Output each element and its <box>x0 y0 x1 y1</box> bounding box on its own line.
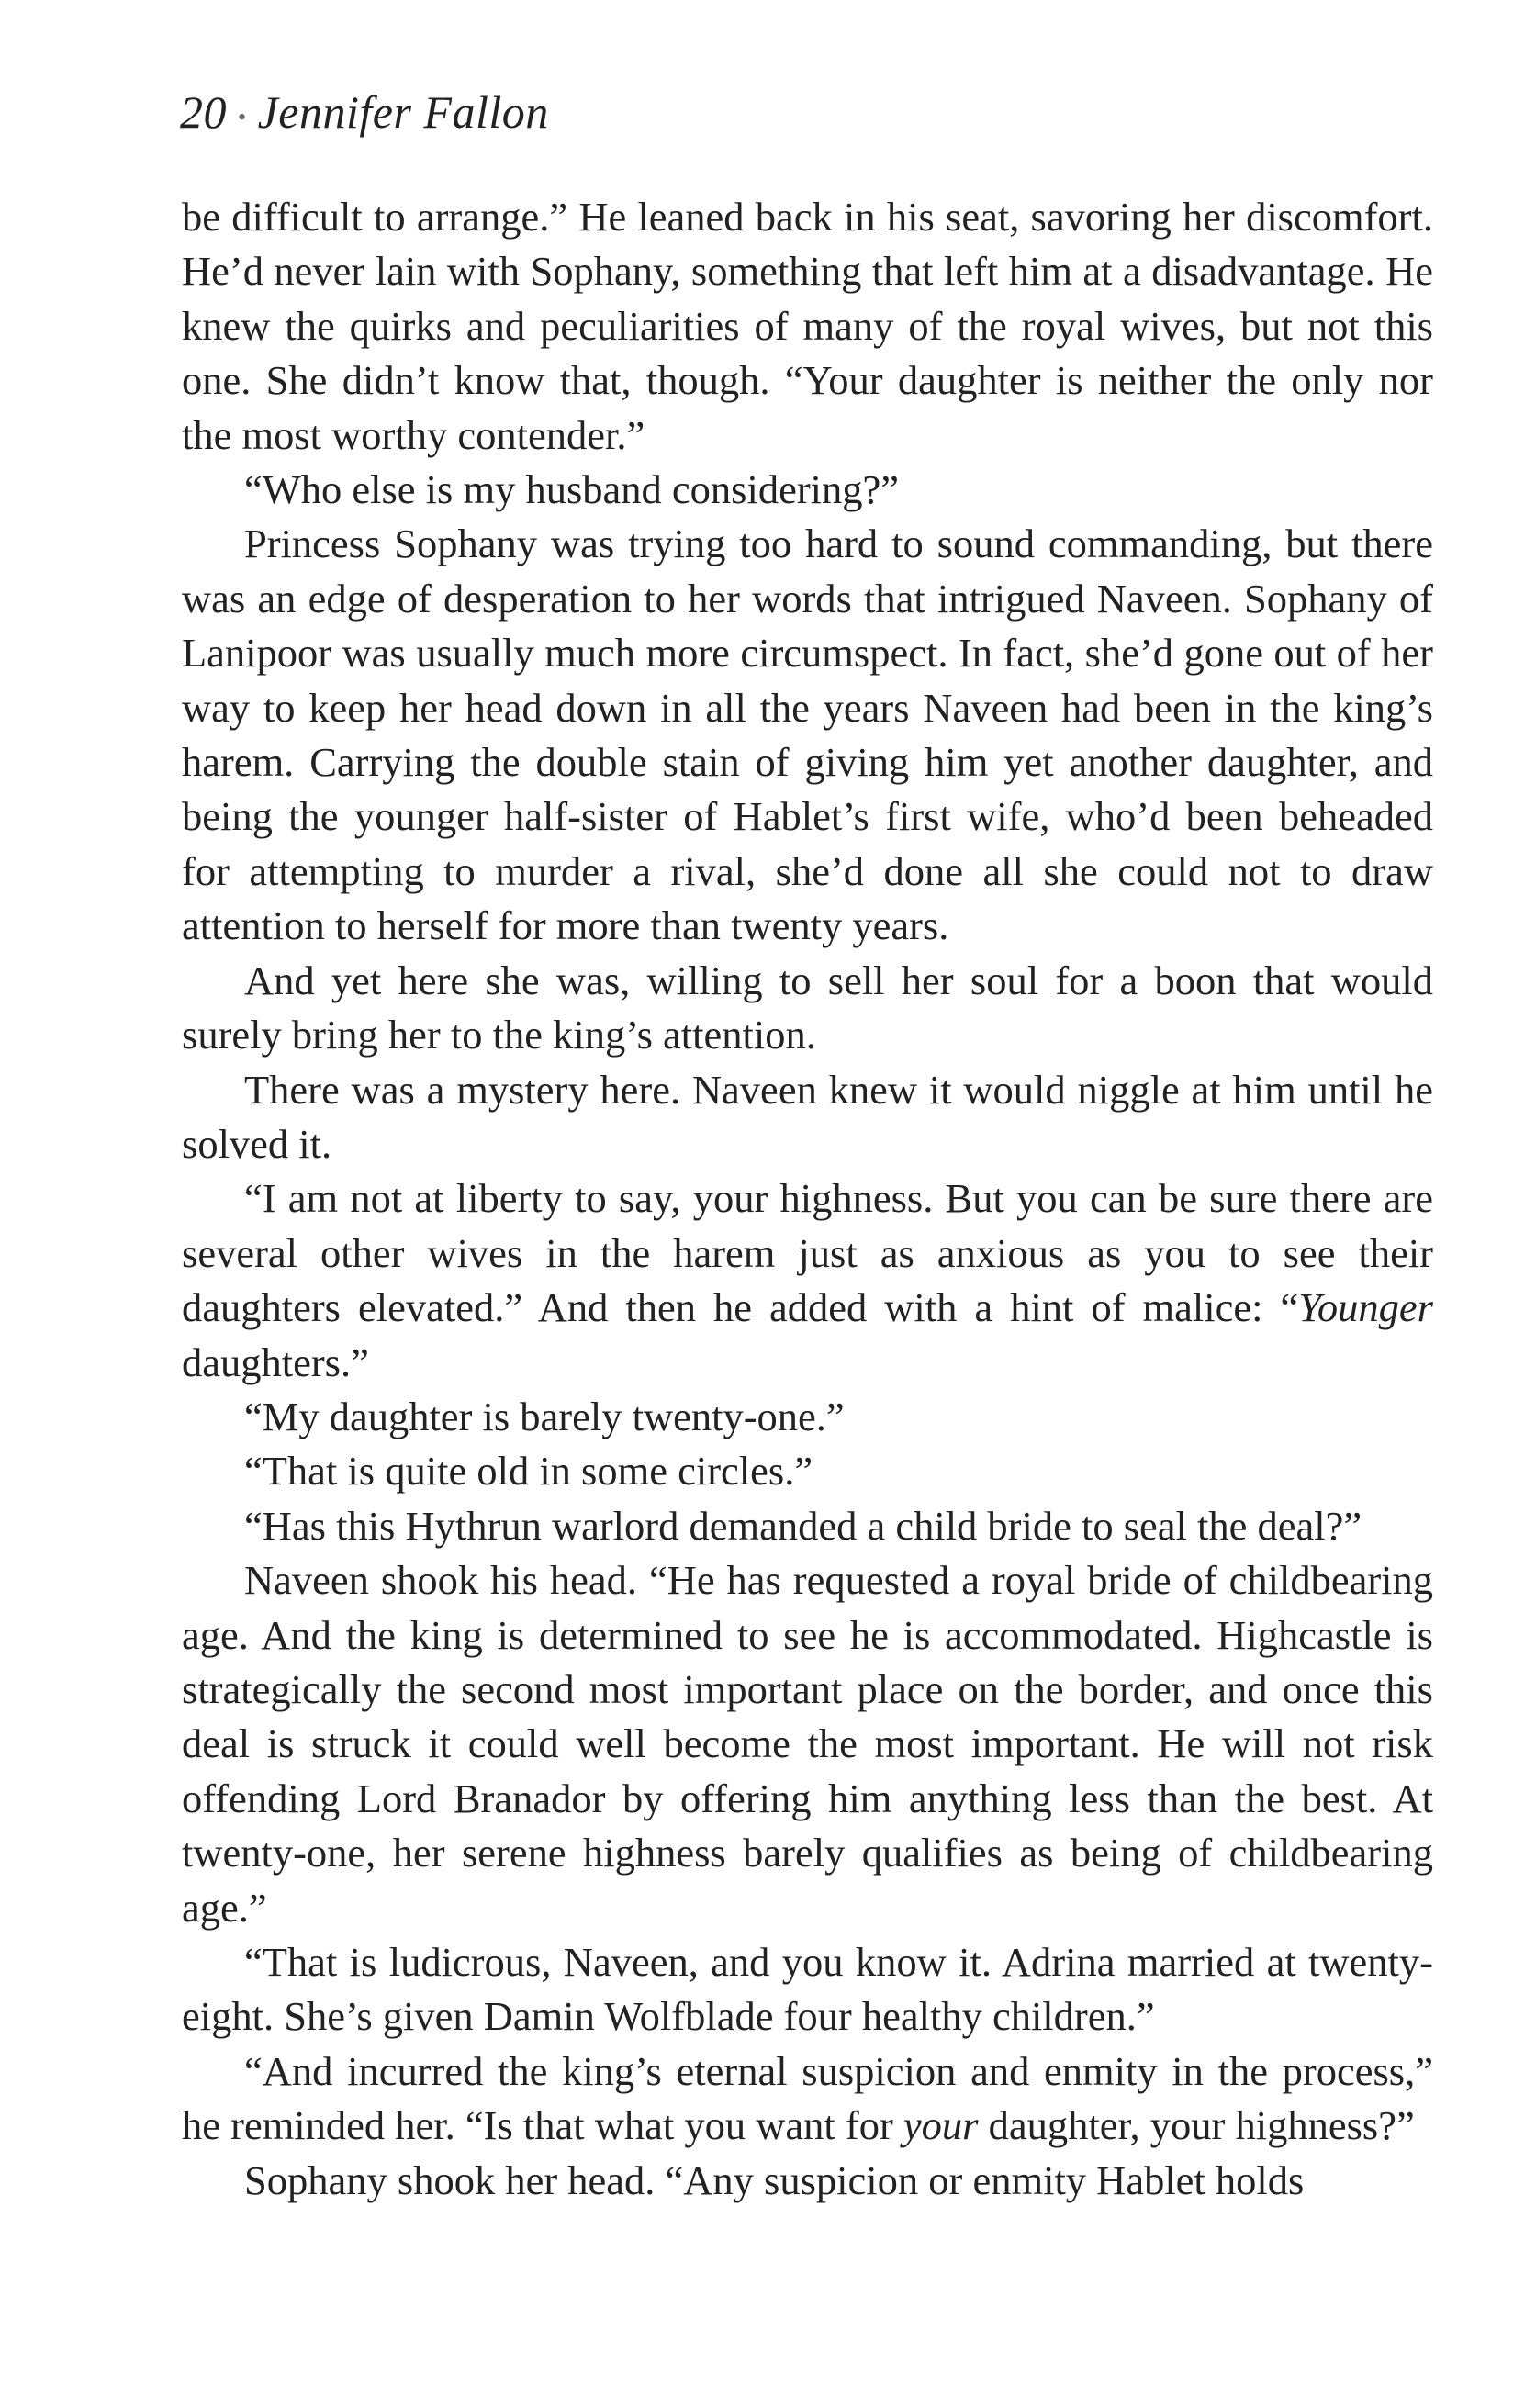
paragraph: “That is quite old in some circles.” <box>244 1448 813 1495</box>
paragraph: Sophany shook her head. “Any suspicion or enmity Hablet holds <box>244 2156 1305 2203</box>
emphasis: Younger <box>1298 1284 1433 1331</box>
paragraph-text: “I am not at liberty to say, your highness. But you can be sure there are several other wives in the harem just as anxious as you to see their daughters elevated.” And then he added with a hint of malice: “ <box>182 1175 1433 1331</box>
body-text <box>182 190 1433 2208</box>
page-number: 20 <box>180 86 227 138</box>
paragraph-text: daughters.” <box>182 1338 369 1385</box>
paragraph: And yet here she was, willing to sell her soul for a boon that would surely bring her to the king’s attention. <box>182 957 1433 1058</box>
paragraph: Princess Sophany was trying too hard to sound commanding, but there was an edge of desperation to her words that intrigued Naveen. Sophany of Lanipoor was usually much more circumspect. In fact, she’d gone out of her way to keep her head down in all the years Naveen had been in the king’s harem. Carrying the double stain of giving him yet another daughter, and being the younger half-sister of Hablet’s first wife, who’d been beheaded for attempting to murder a rival, she’d done all she could not to draw attention to herself for more than twenty years. <box>182 521 1433 949</box>
paragraph-text: “And incurred the king’s eternal suspicion and enmity in the process,” he reminded her. “Is that what you want for <box>182 2047 1433 2149</box>
paragraph: “My daughter is barely twenty-one.” <box>244 1393 845 1439</box>
paragraph <box>182 1171 1433 1390</box>
header-separator-icon: • <box>238 103 247 130</box>
running-head <box>180 84 549 145</box>
paragraph: “Has this Hythrun warlord demanded a child bride to seal the deal?” <box>244 1502 1362 1549</box>
emphasis: your <box>903 2102 979 2149</box>
paragraph: be difficult to arrange.” He leaned back in his seat, savoring her discomfort. He’d never lain with Sophany, something that left him at a disadvantage. He knew the quirks and peculiarities of many of the royal wives, but not this one. She didn’t know that, though. “Your daughter is neither the only nor the most worthy contender.” <box>182 194 1433 458</box>
paragraph-text: daughter, your highness?” <box>978 2102 1415 2149</box>
author-name: Jennifer Fallon <box>257 86 549 138</box>
paragraph: Naveen shook his head. “He has requested a royal bride of childbearing age. And the king is determined to see he is accommodated. Highcastle is strategically the second most important place on the border, and once this deal is struck it could well become the most important. He will not risk offending Lord Branador by offering him anything less than the best. At twenty-one, her serene highness barely qualifies as being of childbearing age.” <box>182 1557 1433 1931</box>
paragraph: “That is ludicrous, Naveen, and you know it. Adrina married at twenty-eight. She’s given Damin Wolfblade four healthy children.” <box>182 1939 1433 2040</box>
paragraph <box>182 2044 1433 2154</box>
paragraph: There was a mystery here. Naveen knew it would niggle at him until he solved it. <box>182 1066 1433 1167</box>
paragraph: “Who else is my husband considering?” <box>244 466 900 513</box>
